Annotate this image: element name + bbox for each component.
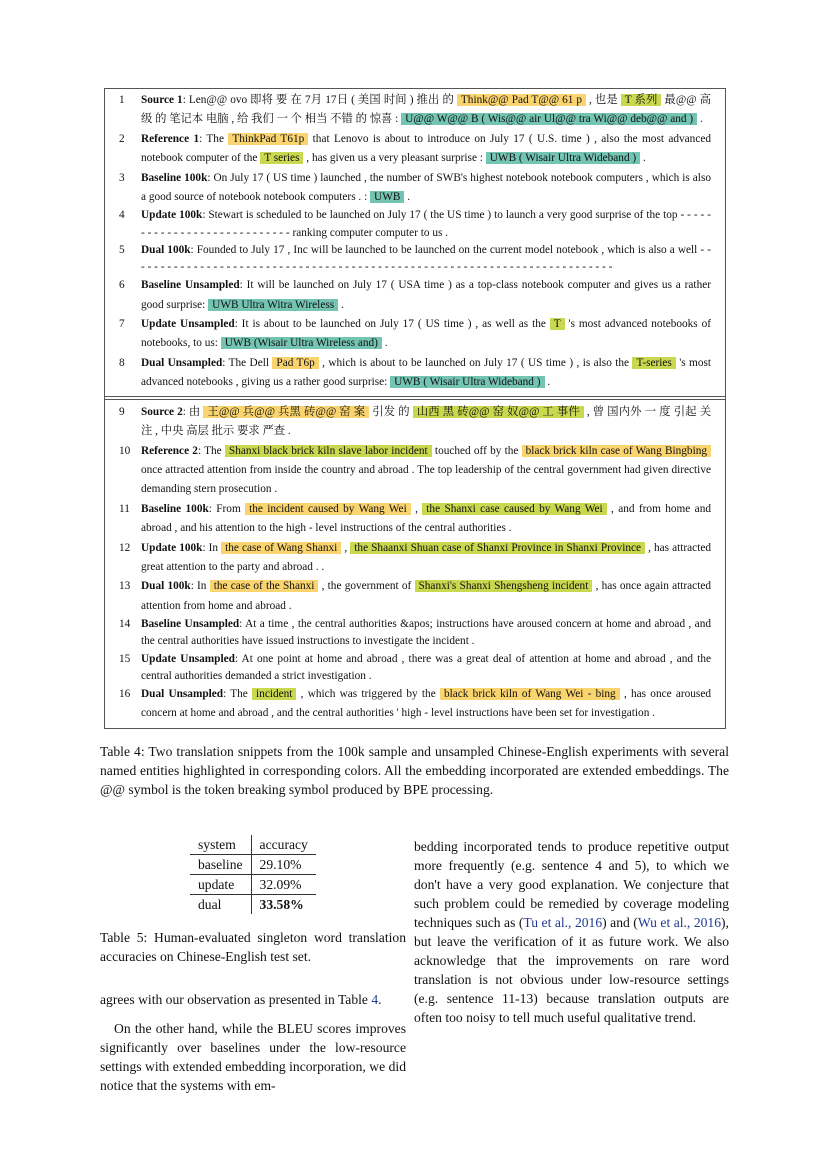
row-label: Source 2 xyxy=(141,405,183,418)
text: , has once aroused concern at home and abroad , and the central authorities ' high - level instructions have been set for investigation . xyxy=(141,687,711,720)
entity-highlight: U@@ W@@ B ( Wis@@ air Ul@@ tra Wi@@ deb@@ and ) xyxy=(401,113,697,125)
row-number: 6 xyxy=(119,279,125,292)
left-column xyxy=(100,990,406,1095)
entity-highlight: T 系列 xyxy=(621,94,662,106)
text: . xyxy=(404,191,411,204)
entity-highlight: the case of Wang Shanxi xyxy=(221,542,341,554)
text: : Stewart is scheduled to be launched on July 17 ( the US time ) to launch a very good surprise of the top - - - - - - - - - - - - - - - - - - - - - - - - - - - - ranking computer computer to us . xyxy=(141,209,711,239)
row-text xyxy=(141,130,711,169)
row-text xyxy=(141,577,711,616)
text: . xyxy=(378,991,382,1007)
text: , 曾 国内外 一 度 引起 关注 , 中央 高层 批示 要求 严查 . xyxy=(141,405,711,438)
row-label: Dual Unsampled xyxy=(141,687,224,700)
text: touched off by the xyxy=(431,444,522,457)
text: , and from home and abroad , and his attention to the high - level instructions of the central authorities . xyxy=(141,502,711,535)
row-label: Dual Unsampled xyxy=(141,356,223,369)
row-label: Dual 100k xyxy=(141,243,191,256)
text: 引发 的 xyxy=(369,405,413,418)
text: 最@@ 高级 的 笔记本 电脑 , 给 我们 一 个 相当 不错 的 惊喜 : xyxy=(141,94,711,126)
table-row xyxy=(117,207,711,241)
text: : At one point at home and abroad , there was a great deal of attention at home and abroad , and the central authorities demanded a strict investigation . xyxy=(141,652,712,682)
row-text xyxy=(141,500,711,539)
text: , which is about to be launched on July 17 ( US time ) , is also the xyxy=(318,356,633,369)
text: : From xyxy=(208,502,246,515)
entity-highlight: 王@@ 兵@@ 兵黑 砖@@ 窑 案 xyxy=(203,406,369,418)
entity-highlight: 山西 黑 砖@@ 窑 奴@@ 工 事件 xyxy=(413,406,584,418)
text: : Len@@ ovo 即将 要 在 7月 17日 ( 美国 时间 ) 推出 的 xyxy=(182,94,457,106)
row-text xyxy=(141,685,711,724)
table-row xyxy=(190,854,316,874)
text: 's most advanced notebooks of notebooks, to us: xyxy=(141,318,712,350)
entity-highlight: black brick kiln case of Wang Bingbing xyxy=(522,445,711,457)
row-number: 8 xyxy=(119,356,125,369)
text: , which was triggered by the xyxy=(296,687,440,700)
row-label: Reference 2 xyxy=(141,444,198,457)
entity-highlight: incident xyxy=(252,688,296,700)
row-text xyxy=(141,403,711,442)
cell: 29.10% xyxy=(251,854,316,874)
cell: 32.09% xyxy=(251,874,316,894)
entity-highlight: the case of the Shanxi xyxy=(210,580,319,592)
table-row xyxy=(117,91,711,130)
table-row xyxy=(117,685,711,724)
text: . xyxy=(338,298,344,311)
row-text xyxy=(141,242,711,276)
table-row xyxy=(117,403,711,442)
row-number: 16 xyxy=(119,687,131,700)
row-text xyxy=(141,616,711,650)
text: . xyxy=(697,113,703,126)
paragraph xyxy=(414,837,729,1027)
cell: 33.58% xyxy=(259,896,304,912)
text: , has attracted great attention to the party and abroad . . xyxy=(141,541,711,573)
table-row xyxy=(117,577,711,616)
text: : In xyxy=(202,541,222,554)
header-cell: accuracy xyxy=(251,835,316,855)
entity-highlight: T series xyxy=(260,152,303,164)
text: , xyxy=(341,541,351,554)
two-column-body xyxy=(100,835,729,1095)
row-number: 7 xyxy=(119,318,125,331)
table-header-row xyxy=(190,835,316,855)
table-row xyxy=(190,894,316,914)
row-label: Update 100k xyxy=(141,541,203,554)
entity-highlight: UWB xyxy=(370,191,404,203)
row-number: 2 xyxy=(119,132,125,145)
text: : The Dell xyxy=(222,356,273,369)
double-rule xyxy=(105,396,725,400)
table-row xyxy=(117,539,711,578)
table-5-caption: Table 5: Human-evaluated singleton word translation accuracies on Chinese-English test set. xyxy=(100,929,406,964)
row-label: Update 100k xyxy=(141,209,203,222)
row-number: 9 xyxy=(119,405,125,418)
row-text xyxy=(141,442,711,500)
table-row xyxy=(117,276,711,315)
text: : The xyxy=(223,687,253,700)
table-row xyxy=(117,130,711,169)
text: , the government of xyxy=(318,580,415,593)
text: : On July 17 ( US time ) launched , the number of SWB's highest notebook notebook computers , which is also a good source of notebook notebook computers . : xyxy=(141,171,711,204)
entity-highlight: UWB (Wisair Ultra Wireless and) xyxy=(221,337,382,349)
text: once attracted attention from inside the country and abroad . The top leadership of the central government had given directive demanding stern prosecution . xyxy=(141,463,711,496)
row-text xyxy=(141,169,711,208)
row-label: Update Unsampled xyxy=(141,318,235,331)
text: : At a time , the central authorities &apos; instructions have aroused concern at home and abroad , and the central authorities have issued instructions to investigate the incident . xyxy=(141,618,711,648)
row-label: Update Unsampled xyxy=(141,652,235,665)
text: : The xyxy=(199,132,229,145)
text: : Founded to July 17 , Inc will be launched to be launched on the current model notebook , which is also a well - - - - - - - - - - - - - - - - - - - - - - - - - - - - - - - - - - - - - - - - - - - - - - - - - - - - - - - - - - - - - - - - - - - - - - - - - - xyxy=(141,243,711,274)
table-row xyxy=(117,169,711,208)
row-text xyxy=(141,315,711,354)
row-text xyxy=(141,207,711,241)
table-row xyxy=(117,651,711,685)
citation-link[interactable]: Tu et al., 2016 xyxy=(523,914,603,930)
row-label: Source 1 xyxy=(141,94,183,106)
row-text xyxy=(141,539,711,578)
right-column xyxy=(414,837,729,1027)
text: : The xyxy=(197,444,225,457)
text: 's most advanced notebooks , giving us a rather good surprise: xyxy=(141,356,712,389)
entity-highlight: UWB Ultra Witra Wireless xyxy=(208,299,338,311)
text: ), but leave the verification of it as future work. We also acknowledge that the improvements on rare word translation is not obvious under low-resource settings (e.g. sentence 11-13) because translation outputs are often too noisy to tell much useful qualitative trend. xyxy=(414,914,729,1025)
row-label: Dual 100k xyxy=(141,580,191,593)
text: ) and ( xyxy=(602,914,638,930)
text: : It is about to be launched on July 17 ( US time ) , as well as the xyxy=(234,318,550,331)
row-number: 11 xyxy=(119,502,130,515)
text: : In xyxy=(190,580,210,593)
entity-highlight: Shanxi's Shanxi Shengsheng incident xyxy=(415,580,593,592)
row-number: 14 xyxy=(119,618,131,631)
entity-highlight: the Shanxi case caused by Wang Wei xyxy=(422,503,606,515)
cell: dual xyxy=(190,894,251,914)
row-text xyxy=(141,354,711,393)
cell: update xyxy=(190,874,251,894)
text: , 也是 xyxy=(586,94,621,106)
table-row xyxy=(117,354,711,393)
entity-highlight: UWB ( Wisair Ultra Wideband ) xyxy=(486,152,640,164)
row-number: 15 xyxy=(119,652,131,665)
entity-highlight: T xyxy=(550,318,565,330)
entity-highlight: the incident caused by Wang Wei xyxy=(245,503,411,515)
text: . xyxy=(544,376,551,389)
text: , xyxy=(410,502,423,515)
text: agrees with our observation as presented in Table xyxy=(100,991,372,1007)
text: bedding incorporated tends to produce repetitive output more frequently (e.g. sentence 4 and 5), to which we don't have a very good explanation. We conjecture that such problem could be remedied by coverage modeling techniques such as ( xyxy=(414,838,729,930)
row-text xyxy=(141,276,711,315)
entity-highlight: T-series xyxy=(632,357,675,369)
entity-highlight: the Shaanxi Shuan case of Shanxi Province in Shanxi Province xyxy=(350,542,645,554)
row-number: 1 xyxy=(119,94,125,106)
entity-highlight: UWB ( Wisair Ultra Wideband ) xyxy=(390,376,544,388)
row-number: 10 xyxy=(119,444,131,457)
row-number: 5 xyxy=(119,243,125,256)
text: . xyxy=(381,337,388,350)
row-number: 4 xyxy=(119,209,125,222)
row-label: Baseline 100k xyxy=(141,171,208,184)
entity-highlight: Pad T6p xyxy=(272,357,318,369)
row-label: Baseline 100k xyxy=(141,502,209,515)
entity-highlight: ThinkPad T61p xyxy=(228,133,308,145)
row-label: Baseline Unsampled xyxy=(141,618,240,631)
row-label: Baseline Unsampled xyxy=(141,279,240,292)
table-row xyxy=(117,315,711,354)
table-4 xyxy=(104,88,726,729)
row-number: 12 xyxy=(119,541,131,554)
text: that Lenovo is about to introduce on July 17 ( U.S. time ) , also the most advanced notebook computer of the xyxy=(141,132,711,165)
entity-highlight: black brick kiln of Wang Wei - bing xyxy=(440,688,620,700)
paragraph: On the other hand, while the BLEU scores improves significantly over baselines under the low-resource settings with extended embedding incorporation, we did notice that the systems with em- xyxy=(100,1020,406,1093)
entity-highlight: Think@@ Pad T@@ 61 p xyxy=(457,94,586,106)
row-label: Reference 1 xyxy=(141,132,200,145)
text: , has once again attracted attention from home and abroad . xyxy=(141,580,711,612)
table-row xyxy=(117,616,711,650)
table-row xyxy=(190,874,316,894)
text: : It will be launched on July 17 ( USA time ) as a top-class notebook computer and gives us a rather good surprise: xyxy=(141,279,711,311)
table-row xyxy=(117,242,711,276)
table-5 xyxy=(190,835,316,914)
row-text xyxy=(141,91,711,130)
table-row xyxy=(117,500,711,539)
row-number: 3 xyxy=(119,171,125,184)
citation-link[interactable]: Wu et al., 2016 xyxy=(637,914,722,930)
header-cell: system xyxy=(190,835,251,855)
row-number: 13 xyxy=(119,580,131,593)
table-row xyxy=(117,442,711,500)
text: . xyxy=(640,152,646,165)
entity-highlight: Shanxi black brick kiln slave labor incident xyxy=(225,445,432,457)
cell: baseline xyxy=(190,854,251,874)
text: : 由 xyxy=(182,405,204,418)
table-ref-link[interactable]: 4 xyxy=(371,991,379,1007)
text: , has given us a very pleasant surprise : xyxy=(303,152,486,165)
table-4-caption: Table 4: Two translation snippets from the 100k sample and unsampled Chinese-English experiments with several named entities highlighted in corresponding colors. All the embedding incorporated are extended embeddings. The @@ symbol is the token breaking symbol produced by BPE processing. xyxy=(100,743,729,797)
paragraph xyxy=(100,990,406,1009)
left-side xyxy=(100,835,406,1095)
row-text xyxy=(141,651,711,685)
